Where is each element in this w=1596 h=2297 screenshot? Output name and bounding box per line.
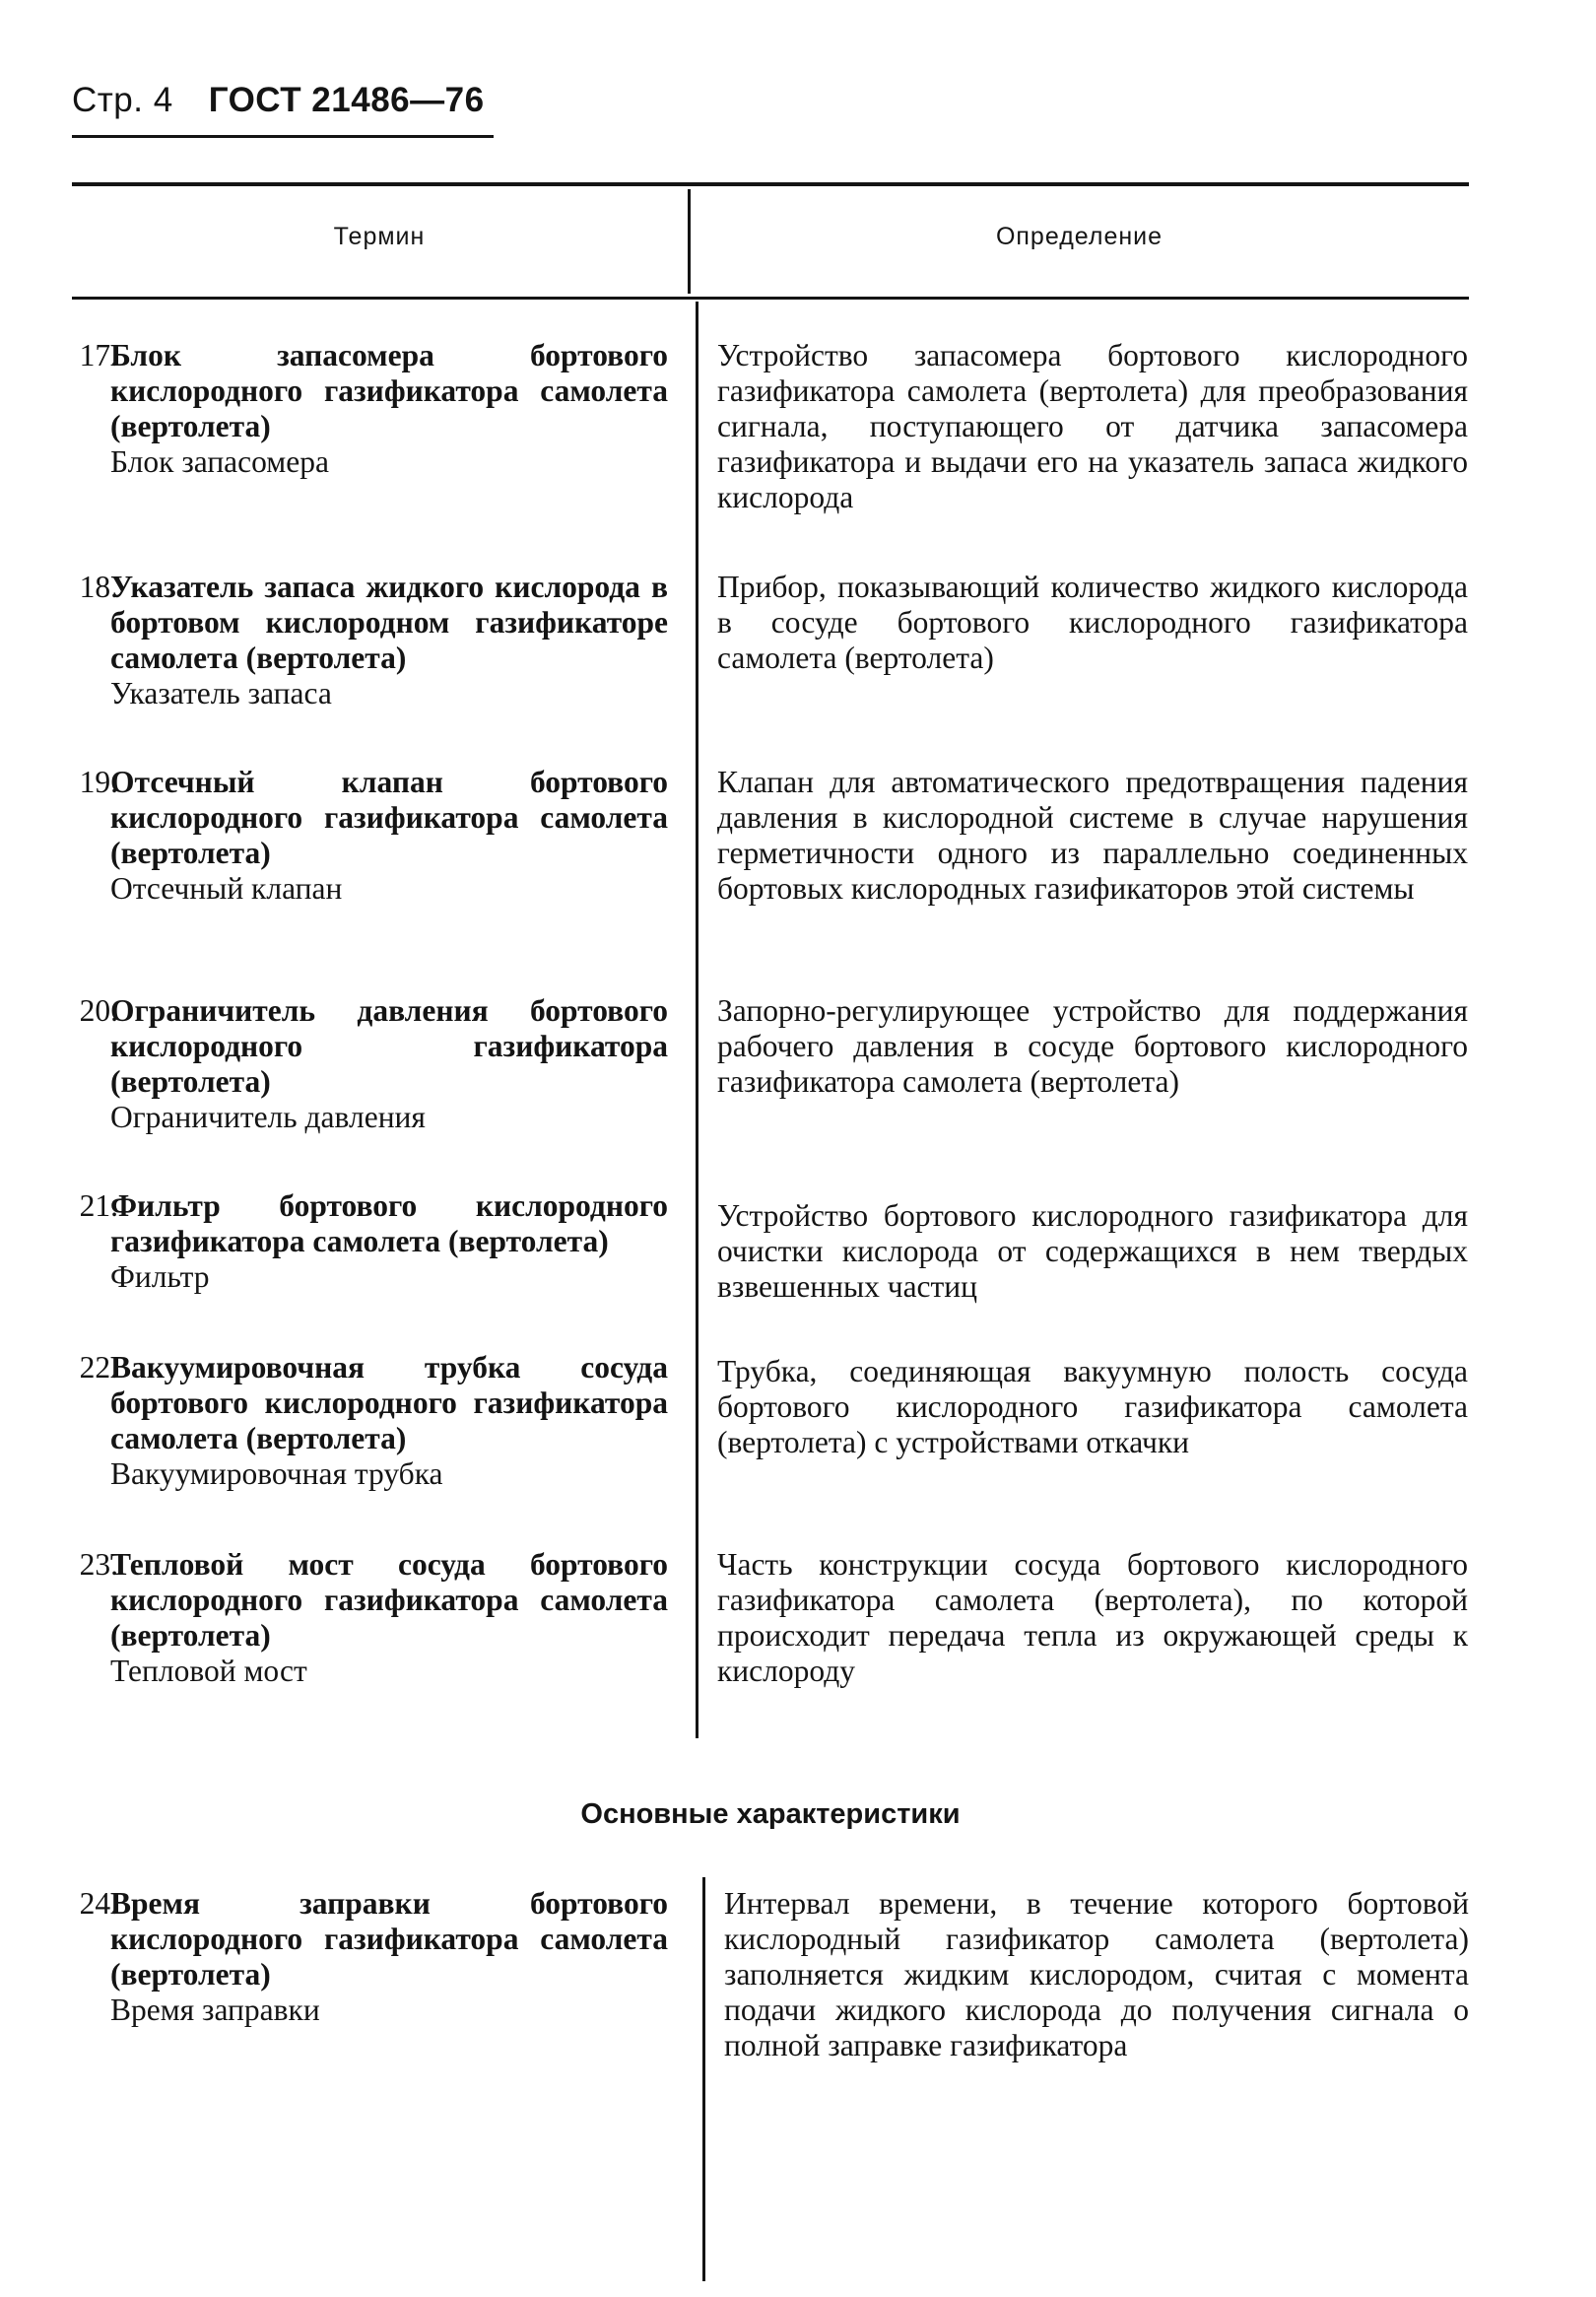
term-number: 24. xyxy=(79,1886,118,1921)
term-short: Вакуумировочная трубка xyxy=(110,1456,443,1491)
term-short: Фильтр xyxy=(110,1259,210,1294)
table-top-rule xyxy=(72,182,1469,186)
term-18 xyxy=(79,570,668,711)
term-19 xyxy=(79,765,668,907)
term-number: 22. xyxy=(79,1350,118,1385)
column-divider-section xyxy=(702,1877,705,2281)
definition-21: Устройство бортового кислородного газификатора для очистки кислорода от содержащихся в нем твердых взвешенных частиц xyxy=(717,1198,1468,1304)
definition-23: Часть конструкции сосуда бортового кислородного газификатора самолета (вертолета), по которой происходит передача тепла из окружающей среды к кислороду xyxy=(717,1547,1468,1688)
term-short: Отсечный клапан xyxy=(110,871,343,906)
term-short: Время заправки xyxy=(110,1993,320,2027)
term-23 xyxy=(79,1547,668,1689)
column-header-definition: Определение xyxy=(995,223,1164,250)
term-21 xyxy=(79,1188,668,1295)
definition-22: Трубка, соединяющая вакуумную полость сосуда бортового кислородного газификатора самолета (вертолета) с устройствами откачки xyxy=(717,1354,1468,1459)
term-number: 17. xyxy=(79,338,118,372)
term-number: 21. xyxy=(79,1188,118,1223)
page-number: Стр. 4 xyxy=(72,81,173,119)
page-header xyxy=(72,81,485,120)
term-full: Ограничитель давления бортового кислородного газификатора (вертолета) xyxy=(110,993,668,1099)
term-short: Ограничитель давления xyxy=(110,1100,426,1134)
term-full: Вакуумировочная трубка сосуда бортового кислородного газификатора самолета (вертолета) xyxy=(110,1350,668,1455)
definition-18: Прибор, показывающий количество жидкого кислорода в сосуде бортового кислородного газификатора самолета (вертолета) xyxy=(717,570,1468,675)
column-header-term: Термин xyxy=(333,223,426,250)
term-22 xyxy=(79,1350,668,1492)
term-full: Фильтр бортового кислородного газификатора самолета (вертолета) xyxy=(110,1188,668,1258)
term-number: 23. xyxy=(79,1547,118,1582)
term-number: 20. xyxy=(79,993,118,1028)
term-full: Время заправки бортового кислородного газификатора самолета (вертолета) xyxy=(110,1886,668,1992)
section-title: Основные характеристики xyxy=(580,1798,961,1830)
term-24 xyxy=(79,1886,668,2028)
term-full: Отсечный клапан бортового кислородного газификатора самолета (вертолета) xyxy=(110,765,668,870)
header-underline xyxy=(72,135,494,138)
column-divider-body xyxy=(696,302,698,1738)
column-divider-header xyxy=(688,189,691,294)
term-short: Тепловой мост xyxy=(110,1654,307,1688)
term-full: Тепловой мост сосуда бортового кислородного газификатора самолета (вертолета) xyxy=(110,1547,668,1653)
term-full: Блок запасомера бортового кислородного газификатора самолета (вертолета) xyxy=(110,338,668,443)
definition-20: Запорно-регулирующее устройство для поддержания рабочего давления в сосуде бортового кислородного газификатора самолета (вертолета) xyxy=(717,993,1468,1099)
definition-17: Устройство запасомера бортового кислородного газификатора самолета (вертолета) для преобразования сигнала, поступающего от датчика запасомера газификатора и выдачи его на указатель запаса жидкого кислорода xyxy=(717,338,1468,514)
term-short: Блок запасомера xyxy=(110,444,329,479)
term-number: 18. xyxy=(79,570,118,604)
standard-number: ГОСТ 21486—76 xyxy=(208,81,485,119)
term-number: 19. xyxy=(79,765,118,799)
term-short: Указатель запаса xyxy=(110,676,332,710)
definition-24: Интервал времени, в течение которого бортовой кислородный газификатор самолета (вертолета) заполняется жидким кислородом, считая с момента подачи жидкого кислорода до получения сигнала о полной заправке газификатора xyxy=(724,1886,1469,2062)
term-20 xyxy=(79,993,668,1135)
term-full: Указатель запаса жидкого кислорода в бортовом кислородном газификаторе самолета (вертолета) xyxy=(110,570,668,675)
table-header-rule xyxy=(72,297,1469,300)
definition-19: Клапан для автоматического предотвращения падения давления в кислородной системе в случае нарушения герметичности одного из параллельно соединенных бортовых кислородных газификаторов этой системы xyxy=(717,765,1468,906)
term-17 xyxy=(79,338,668,480)
